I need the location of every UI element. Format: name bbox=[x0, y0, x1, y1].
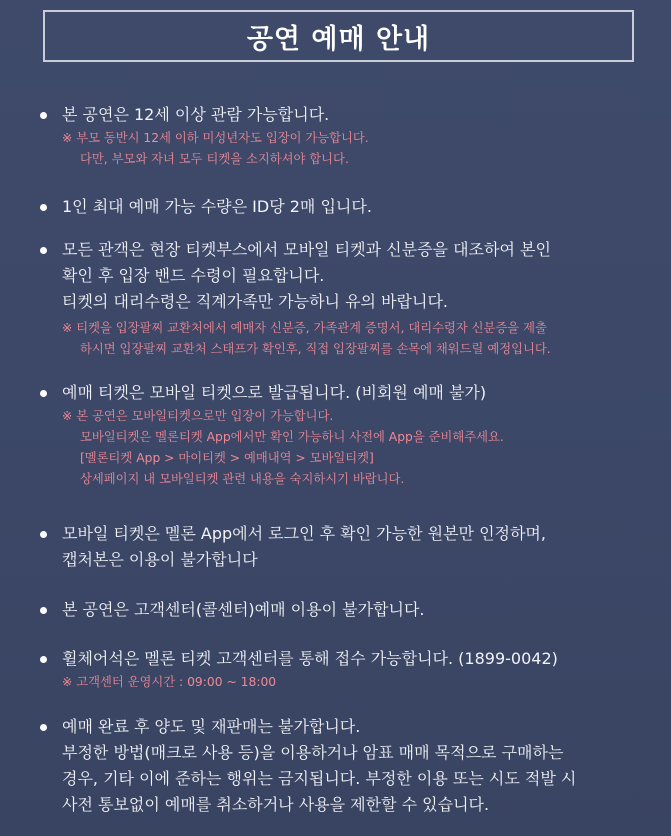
bullet-icon bbox=[40, 204, 47, 211]
notice-line bbox=[37, 740, 647, 766]
notice-subnote: ※ 고객센터 운영시간 : 09:00 ~ 18:00 bbox=[62, 675, 277, 689]
notice-text: 사전 통보없이 예매를 취소하거나 사용을 제한할 수 있습니다. bbox=[62, 795, 490, 814]
notice-text: 모바일 티켓은 멜론 App에서 로그인 후 확인 가능한 원본만 인정하며, bbox=[62, 524, 546, 543]
notice-line bbox=[37, 792, 647, 818]
notice-item bbox=[37, 102, 647, 170]
notice-text: 예매 완료 후 양도 및 재판매는 불가합니다. bbox=[62, 717, 361, 736]
notice-item bbox=[37, 521, 647, 573]
notice-text: 티켓의 대리수령은 직계가족만 가능하니 유의 바랍니다. bbox=[62, 292, 449, 311]
notice-text: 본 공연은 고객센터(콜센터)예매 이용이 불가합니다. bbox=[62, 600, 425, 619]
notice-text: 캡처본은 이용이 불가합니다 bbox=[62, 550, 258, 569]
notice-subnote: ※ 티켓을 입장팔찌 교환처에서 예매자 신분증, 가족관계 증명서, 대리수령자 신분증을 제출 bbox=[62, 321, 547, 335]
bullet-icon bbox=[40, 656, 47, 663]
notice-line bbox=[37, 521, 647, 547]
bullet-icon bbox=[40, 112, 47, 119]
notice-text: 본 공연은 12세 이상 관람 가능합니다. bbox=[62, 105, 330, 124]
notice-text: 모든 관객은 현장 티켓부스에서 모바일 티켓과 신분증을 대조하여 본인 bbox=[62, 240, 551, 259]
title-box bbox=[43, 10, 634, 62]
notice-text: 확인 후 입장 밴드 수령이 필요합니다. bbox=[62, 266, 325, 285]
notice-item bbox=[37, 194, 647, 220]
notice-text: 휠체어석은 멜론 티켓 고객센터를 통해 접수 가능합니다. (1899-0042) bbox=[62, 649, 558, 668]
notice-text: 1인 최대 예매 가능 수량은 ID당 2매 입니다. bbox=[62, 197, 372, 216]
bullet-icon bbox=[40, 724, 47, 731]
notice-line bbox=[37, 597, 647, 623]
notice-line bbox=[37, 289, 647, 315]
bullet-icon bbox=[40, 607, 47, 614]
notice-subnote: 하시면 입장팔찌 교환처 스태프가 확인후, 직접 입장팔찌를 손목에 채워드릴 예정입니다. bbox=[80, 342, 551, 356]
notice-item bbox=[37, 597, 647, 623]
notice-line bbox=[37, 380, 647, 406]
notice-text: 부정한 방법(매크로 사용 등)을 이용하거나 암표 매매 목적으로 구매하는 bbox=[62, 743, 564, 762]
notice-subnote: ※ 부모 동반시 12세 이하 미성년자도 입장이 가능합니다. bbox=[62, 131, 369, 145]
notice-line bbox=[37, 714, 647, 740]
notice-item bbox=[37, 380, 647, 490]
notice-subnote: [멜론티켓 App > 마이티켓 > 예매내역 > 모바일티켓] bbox=[80, 451, 374, 465]
notice-subnote: 다만, 부모와 자녀 모두 티켓을 소지하셔야 합니다. bbox=[80, 152, 349, 166]
notice-text: 경우, 기타 이에 준하는 행위는 금지됩니다. 부정한 이용 또는 시도 적발 시 bbox=[62, 769, 577, 788]
notice-item bbox=[37, 237, 647, 360]
notice-line bbox=[37, 237, 647, 263]
notice-line bbox=[37, 102, 647, 128]
notice-line bbox=[37, 646, 647, 672]
notice-subnote: ※ 본 공연은 모바일티켓으로만 입장이 가능합니다. bbox=[62, 409, 334, 423]
notice-line bbox=[37, 766, 647, 792]
notice-item bbox=[37, 646, 647, 693]
notice-line bbox=[37, 547, 647, 573]
notice-text: 예매 티켓은 모바일 티켓으로 발급됩니다. (비회원 예매 불가) bbox=[62, 383, 487, 402]
notice-subnote: 상세페이지 내 모바일티켓 관련 내용을 숙지하시기 바랍니다. bbox=[80, 472, 405, 486]
notice-item bbox=[37, 714, 647, 818]
bullet-icon bbox=[40, 247, 47, 254]
notice-line bbox=[37, 263, 647, 289]
page-title: 공연 예매 안내 bbox=[246, 23, 431, 55]
notice-subnote: 모바일티켓은 멜론티켓 App에서만 확인 가능하니 사전에 App을 준비해주세요. bbox=[80, 430, 504, 444]
bullet-icon bbox=[40, 390, 47, 397]
bullet-icon bbox=[40, 531, 47, 538]
notice-line bbox=[37, 194, 647, 220]
